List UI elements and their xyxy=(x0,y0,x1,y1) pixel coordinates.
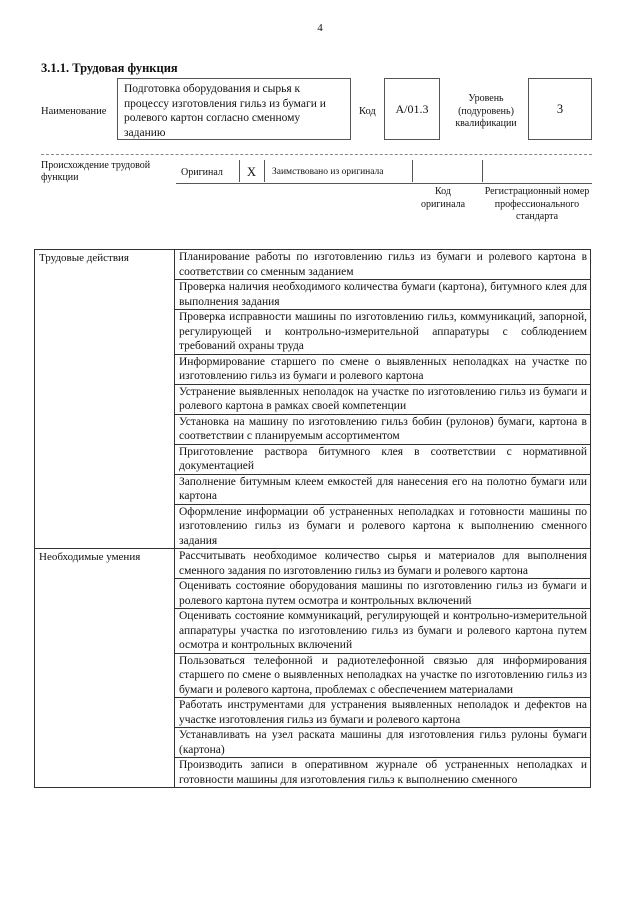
origin-original-label: Оригинал xyxy=(181,167,223,178)
separator-line xyxy=(41,154,592,155)
item-cell: Работать инструментами для устранения выявленных неполадок и дефектов на участке изготовления гильз из бумаги и ролевого картона xyxy=(175,698,591,728)
section-title: 3.1.1. Трудовая функция xyxy=(41,61,178,75)
item-cell: Пользоваться телефонной и радиотелефонной связью для информирования старшего по смене о выявленных неполадках на участке по изготовлению гильз из бумаги и ролевого картона, проблемах с обеспечением материалами xyxy=(175,653,591,698)
table-row xyxy=(35,250,591,280)
item-cell: Оценивать состояние оборудования машины по изготовлению гильз из бумаги и ролевого картона путем осмотра и контрольных включений xyxy=(175,579,591,609)
origin-reg-caption: Регистрационный номер профессионального стандарта xyxy=(484,186,590,222)
origin-borrowed-label: Заимствовано из оригинала xyxy=(272,167,384,177)
item-cell: Информирование старшего по смене о выявленных неполадках на участке по изготовлению гильз из бумаги и ролевого картона xyxy=(175,354,591,384)
code-value: А/01.3 xyxy=(395,101,429,116)
origin-underline xyxy=(176,183,592,184)
item-cell: Оценивать состояние коммуникаций, регулирующей и контрольно-измерительной аппаратуры участка по изготовлению гильз из бумаги и ролевого картона путем осмотра и контрольных включений xyxy=(175,609,591,654)
code-box xyxy=(384,78,440,140)
item-cell: Устранение выявленных неполадок на участке по изготовлению гильз из бумаги и ролевого картона в рамках своей компетенции xyxy=(175,384,591,414)
item-cell: Заполнение битумным клеем емкостей для нанесения его на полотно бумаги или картона xyxy=(175,474,591,504)
origin-code-caption: Код оригинала xyxy=(420,186,466,210)
level-box xyxy=(528,78,592,140)
item-cell: Оформление информации об устраненных неполадках и готовности машины по изготовлению гильз из бумаги и ролевого картона к выполнению сменного задания xyxy=(175,504,591,549)
table-row xyxy=(35,549,591,579)
origin-divider xyxy=(239,160,240,182)
item-cell: Проверка наличия необходимого количества бумаги (картона), битумного клея для выполнения задания xyxy=(175,280,591,310)
level-label: Уровень (подуровень) квалификации xyxy=(455,93,517,129)
item-cell: Производить записи в оперативном журнале об устраненных неполадках и готовности машины для изготовления гильз к выполнению сменного xyxy=(175,758,591,788)
function-name-box xyxy=(117,78,351,140)
item-cell: Приготовление раствора битумного клея в соответствии с нормативной документацией xyxy=(175,444,591,474)
name-label: Наименование xyxy=(41,106,107,117)
code-label: Код xyxy=(359,106,376,117)
item-cell: Планирование работы по изготовлению гильз из бумаги и ролевого картона в соответствии со сменным заданием xyxy=(175,250,591,280)
origin-divider xyxy=(482,160,483,182)
page-number: 4 xyxy=(317,22,323,34)
origin-label: Происхождение трудовой функции xyxy=(41,160,151,183)
level-value: 3 xyxy=(556,101,564,116)
origin-divider xyxy=(412,160,413,182)
category-cell: Необходимые умения xyxy=(35,549,175,788)
item-cell: Установка на машину по изготовлению гильз бобин (рулонов) бумаги, картона в соответствии с планируемым ассортиментом xyxy=(175,414,591,444)
origin-divider xyxy=(264,160,265,182)
origin-mark: X xyxy=(247,165,257,179)
item-cell: Устанавливать на узел раската машины для изготовления гильз рулоны бумаги (картона) xyxy=(175,728,591,758)
function-name-value: Подготовка оборудования и сырья к процессу изготовления гильз из бумаги и ролевого картон согласно сменному заданию xyxy=(124,83,326,139)
function-table xyxy=(34,249,591,788)
item-cell: Проверка исправности машины по изготовлению гильз, коммуникаций, запорной, регулирующей и контрольно-измерительной аппаратуры с соблюдением требований охраны труда xyxy=(175,310,591,355)
item-cell: Рассчитывать необходимое количество сырья и материалов для выполнения сменного задания по изготовлению гильз из бумаги и ролевого картона xyxy=(175,549,591,579)
category-cell: Трудовые действия xyxy=(35,250,175,549)
